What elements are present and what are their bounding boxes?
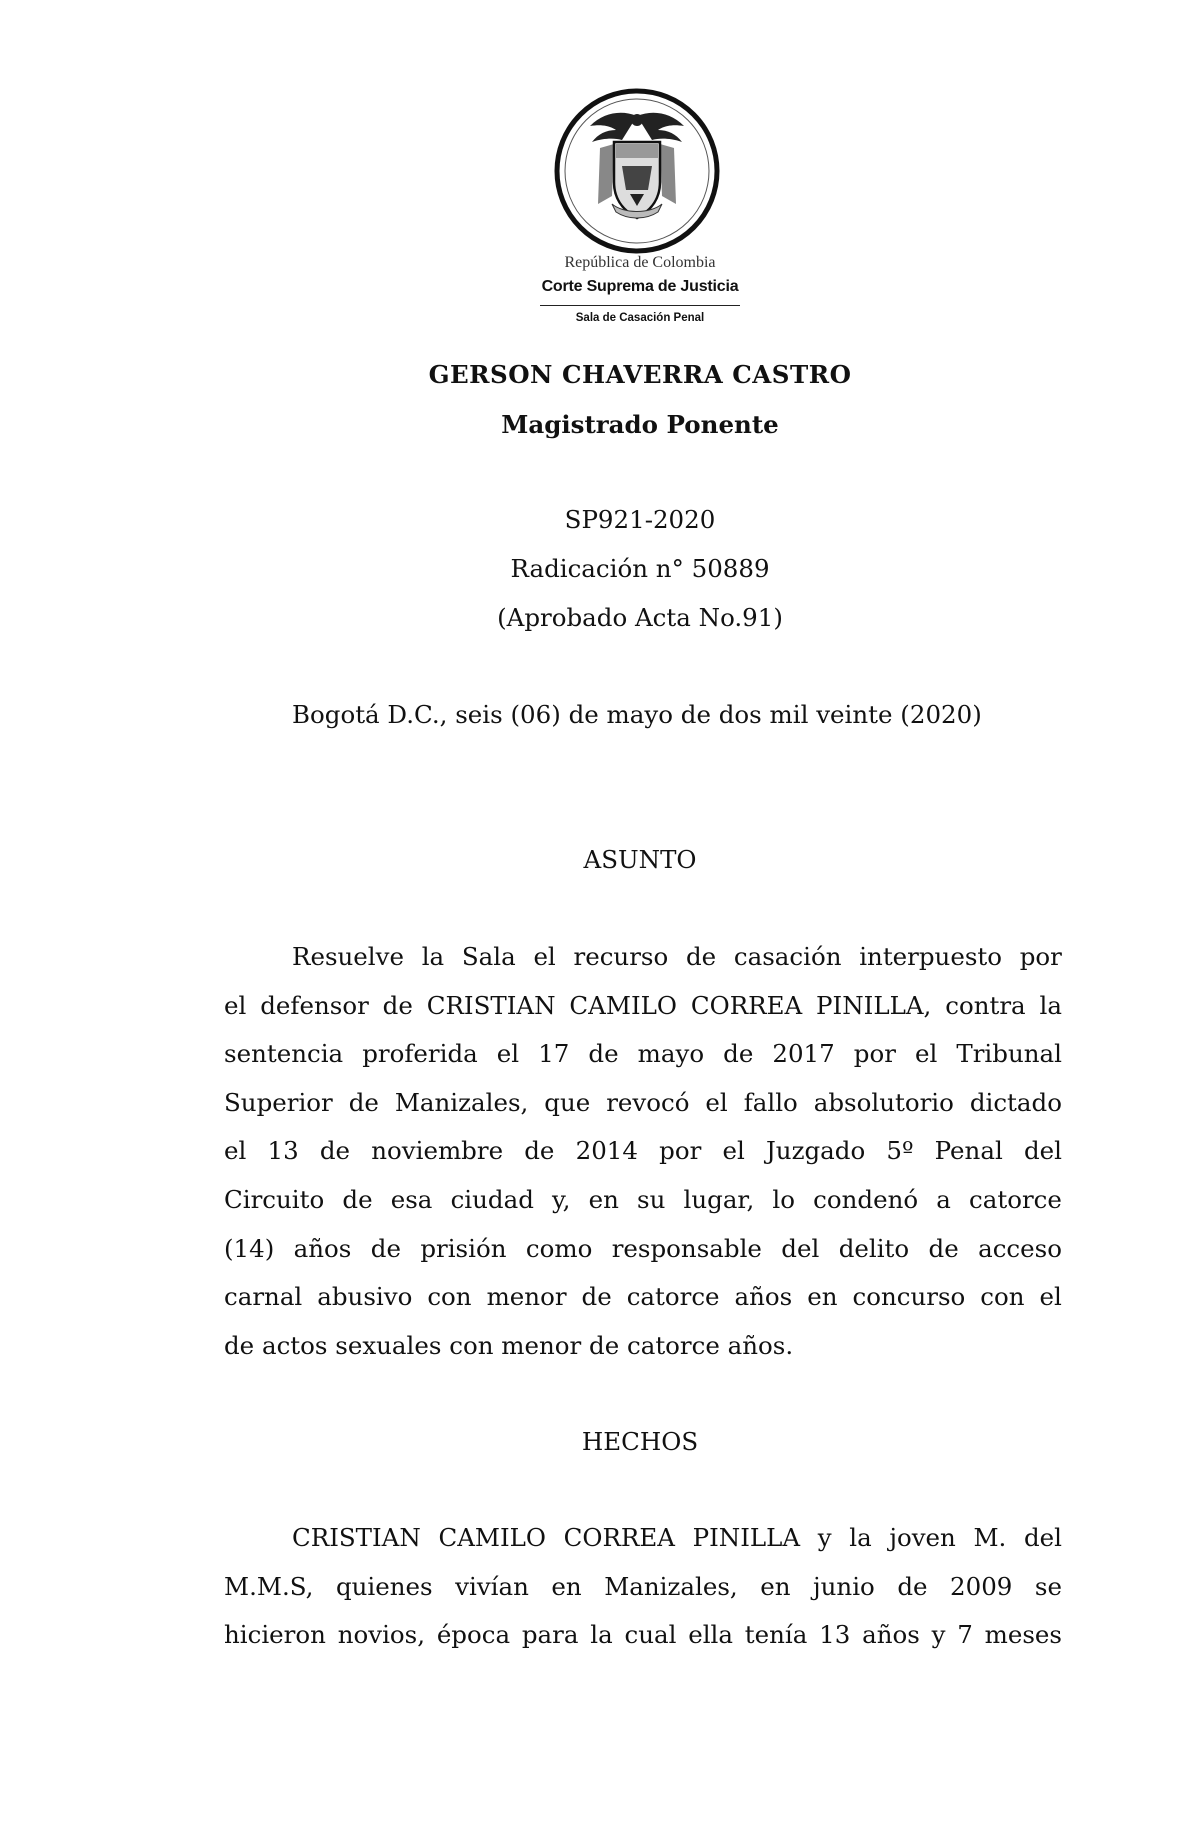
header-divider (540, 305, 740, 306)
text-line: Resuelve la Sala el recurso de casación interpuesto por (292, 942, 1062, 971)
judge-name: GERSON CHAVERRA CASTRO (428, 360, 852, 389)
text-line: CRISTIAN CAMILO CORREA PINILLA y la joven M. del (292, 1523, 1062, 1552)
asunto-paragraph (224, 933, 1062, 1370)
institution-name: República de Colombia (564, 254, 716, 271)
section-title-hechos: HECHOS (581, 1427, 699, 1456)
text-line: de actos sexuales con menor de catorce años. (224, 1330, 794, 1360)
section-title-asunto: ASUNTO (583, 845, 697, 874)
text-line: el 13 de noviembre de 2014 por el Juzgado 5º Penal del (224, 1136, 1062, 1166)
chamber-name: Sala de Casación Penal (575, 312, 705, 324)
text-line: (14) años de prisión como responsable del delito de acceso (224, 1233, 1062, 1263)
approval-act: (Aprobado Acta No.91) (497, 603, 783, 632)
text-line: Circuito de esa ciudad y, en su lugar, lo condenó a catorce (224, 1184, 1062, 1214)
text-line: el defensor de CRISTIAN CAMILO CORREA PINILLA, contra la (224, 990, 1062, 1020)
text-line: hicieron novios, época para la cual ella tenía 13 años y 7 meses (224, 1620, 1062, 1650)
text-line: M.M.S, quienes vivían en Manizales, en junio de 2009 se (224, 1571, 1062, 1601)
coat-of-arms-seal (552, 86, 722, 256)
date-line: Bogotá D.C., seis (06) de mayo de dos mil veinte (2020) (292, 700, 982, 729)
court-name: Corte Suprema de Justicia (541, 278, 739, 295)
judge-role: Magistrado Ponente (501, 410, 779, 439)
radication-number: Radicación n° 50889 (510, 554, 770, 583)
text-line: carnal abusivo con menor de catorce años en concurso con el (224, 1282, 1062, 1312)
text-line: Superior de Manizales, que revocó el fallo absolutorio dictado (224, 1087, 1062, 1117)
sentence-number: SP921-2020 (564, 505, 716, 534)
text-line: sentencia proferida el 17 de mayo de 2017 por el Tribunal (224, 1039, 1062, 1069)
hechos-paragraph (224, 1514, 1062, 1660)
